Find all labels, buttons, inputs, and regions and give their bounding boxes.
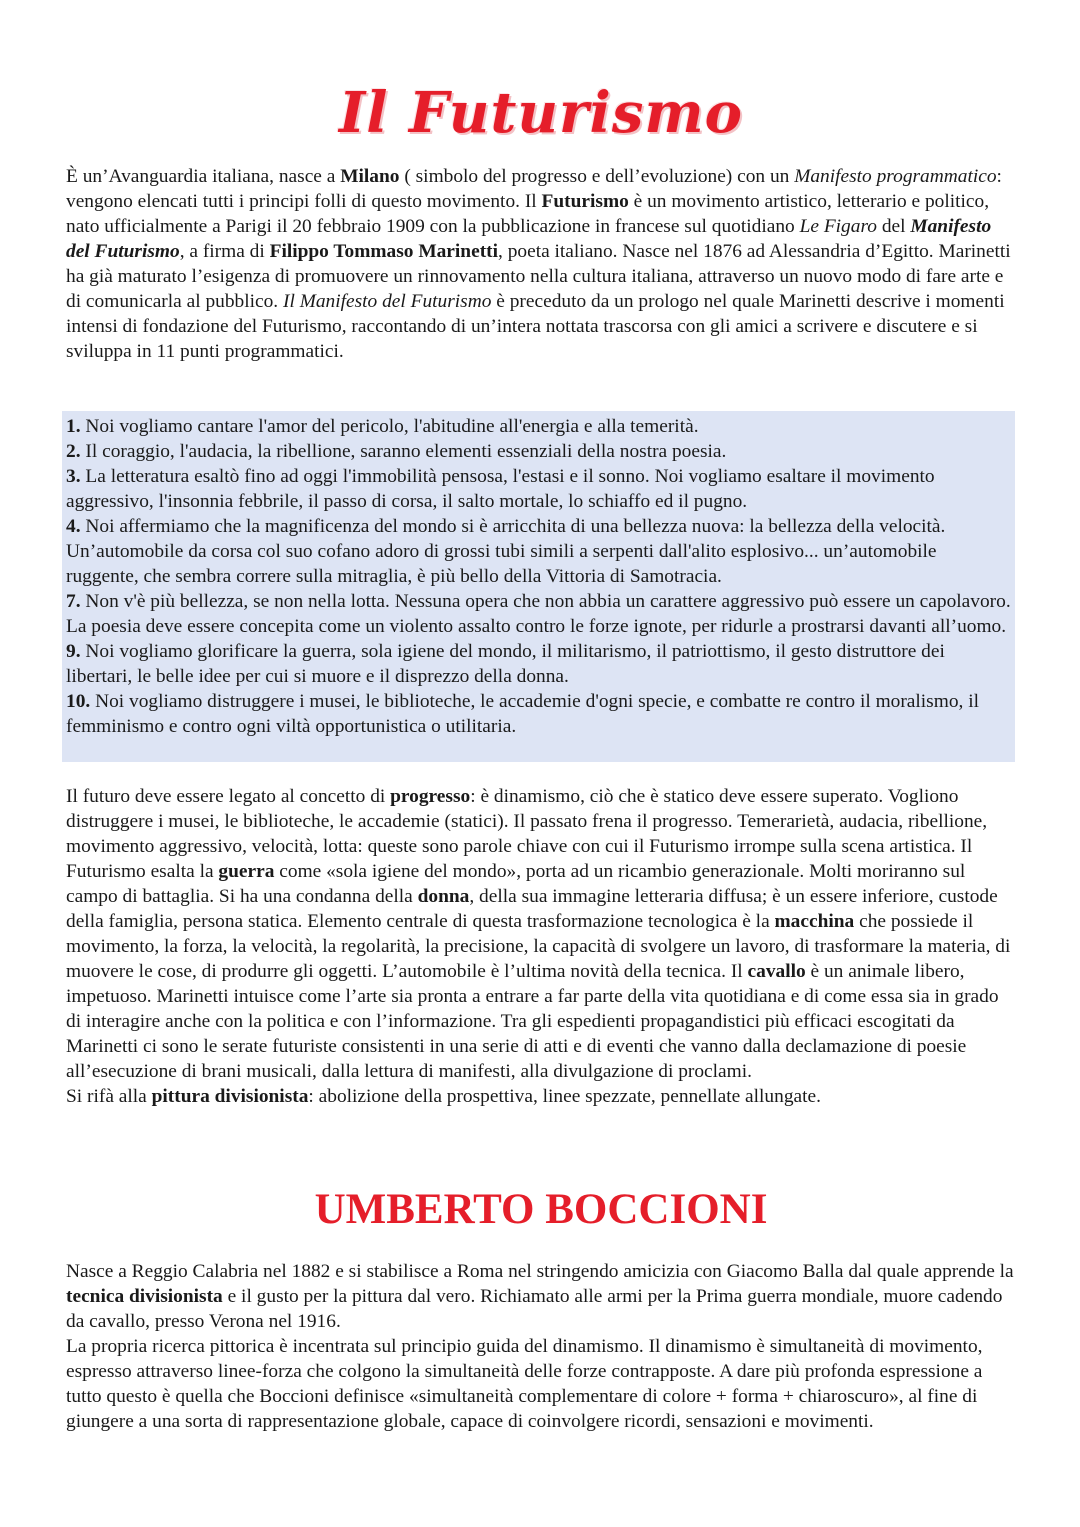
manifesto-point: 4. Noi affermiamo che la magnificenza del mondo si è arricchita di una bellezza nuova: la bellezza della velocità. Un’automobile da corsa col suo cofano adoro di grossi tubi simili a serpenti dall'alito esplosivo... un’automobile ruggente, che sembra correre sulla mitraglia, è più bello della Vittoria di Samotracia. — [66, 516, 946, 587]
manifesto-point: 7. Non v'è più bellezza, se non nella lotta. Nessuna opera che non abbia un carattere aggressivo può essere un capolavoro. La poesia deve essere concepita come un violento assalto contro le forze ignote, per ridurle a prostrarsi davanti all’uomo. — [66, 591, 1011, 637]
manifesto-point: 1. Noi vogliamo cantare l'amor del pericolo, l'abitudine all'energia e alla temerità. — [66, 416, 699, 437]
body-paragraph: Il futuro deve essere legato al concetto di progresso: è dinamismo, ciò che è statico deve essere superato. Vogliono distruggere i musei, le biblioteche, le accademie (statici). Il passato frena il progresso. Temerarietà, audacia, ribellione, movimento aggressivo, velocità, lotta: queste sono parole chiave con cui il Futurismo irrompe sulla scena artistica. Il Futurismo esalta la guerra come «sola igiene del mondo», porta ad un ricambio generazionale. Molti moriranno sul campo di battaglia. Si ha una condanna della donna, della sua immagine letteraria diffusa; è un essere inferiore, custode della famiglia, persona statica. Elemento centrale di questa trasformazione tecnologica è la macchina che possiede il movimento, la forza, la velocità, la regolarità, la precisione, la capacità di svolgere un lavoro, di trasformare la materia, di muovere le cose, di produrre gli oggetti. L’automobile è l’ultima novità della tecnica. Il cavallo è un animale libero, impetuoso. Marinetti intuisce come l’arte sia pronta a entrare a far parte della vita quotidiana e di come essa sia in grado di interagire anche con la politica e con l’informazione. Tra gli espedienti propagandistici più efficaci escogitati da Marinetti ci sono le serate futuriste consistenti in una serie di atti e di eventi che vanno dalla declamazione di poesie all’esecuzione di brani musicali, dalla lettura di manifesti, alla divulgazione di proclami. Si rifà alla pittura divisionista: abolizione della prospettiva, linee spezzate, pennellate allungate. — [66, 786, 1011, 1107]
intro-paragraph: È un’Avanguardia italiana, nasce a Milano ( simbolo del progresso e dell’evoluzione) con un Manifesto programmatico: vengono elencati tutti i principi folli di questo movimento. Il Futurismo è un movimento artistico, letterario e politico, nato ufficialmente a Parigi il 20 febbraio 1909 con la pubblicazione in francese sul quotidiano Le Figaro del Manifesto del Futurismo, a firma di Filippo Tommaso Marinetti, poeta italiano. Nasce nel 1876 ad Alessandria d’Egitto. Marinetti ha già maturato l’esigenza di promuovere un rinnovamento nella cultura italiana, attraverso un nuovo modo di fare arte e di comunicarla al pubblico. Il Manifesto del Futurismo è preceduto da un prologo nel quale Marinetti descrive i momenti intensi di fondazione del Futurismo, raccontando di un’intera nottata trascorsa con gli amici a scrivere e discutere e si sviluppa in 11 punti programmatici. — [66, 166, 1011, 362]
page-title: Il Futurismo — [339, 80, 743, 146]
section-title-boccioni: UMBERTO BOCCIONI — [314, 1186, 768, 1233]
manifesto-point: 3. La letteratura esaltò fino ad oggi l'immobilità pensosa, l'estasi e il sonno. Noi vogliamo esaltare il movimento aggressivo, l'insonnia febbrile, il passo di corsa, il salto mortale, lo schiaffo ed il pugno. — [66, 466, 935, 512]
manifesto-point: 10. Noi vogliamo distruggere i musei, le biblioteche, le accademie d'ogni specie, e combatte re contro il moralismo, il femminismo e contro ogni viltà opportunistica o utilitaria. — [66, 691, 979, 737]
boccioni-paragraph: Nasce a Reggio Calabria nel 1882 e si stabilisce a Roma nel stringendo amicizia con Giacomo Balla dal quale apprende la tecnica divisionista e il gusto per la pittura dal vero. Richiamato alle armi per la Prima guerra mondiale, muore cadendo da cavallo, presso Verona nel 1916. La propria ricerca pittorica è incentrata sul principio guida del dinamismo. Il dinamismo è simultaneità di movimento, espresso attraverso linee-forza che colgono la simultaneità delle forze contrapposte. A dare più profonda espressione a tutto questo è quella che Boccioni definisce «simultaneità complementare di colore + forma + chiaroscuro», al fine di giungere a una sorta di rappresentazione globale, capace di coinvolgere ricordi, sensazioni e movimenti. — [66, 1261, 1014, 1432]
manifesto-point: 2. Il coraggio, l'audacia, la ribellione, saranno elementi essenziali della nostra poesia. — [66, 441, 727, 462]
manifesto-points-box — [62, 411, 1015, 762]
manifesto-point: 9. Noi vogliamo glorificare la guerra, sola igiene del mondo, il militarismo, il patriottismo, il gesto distruttore dei libertari, le belle idee per cui si muore e il disprezzo della donna. — [66, 641, 945, 687]
